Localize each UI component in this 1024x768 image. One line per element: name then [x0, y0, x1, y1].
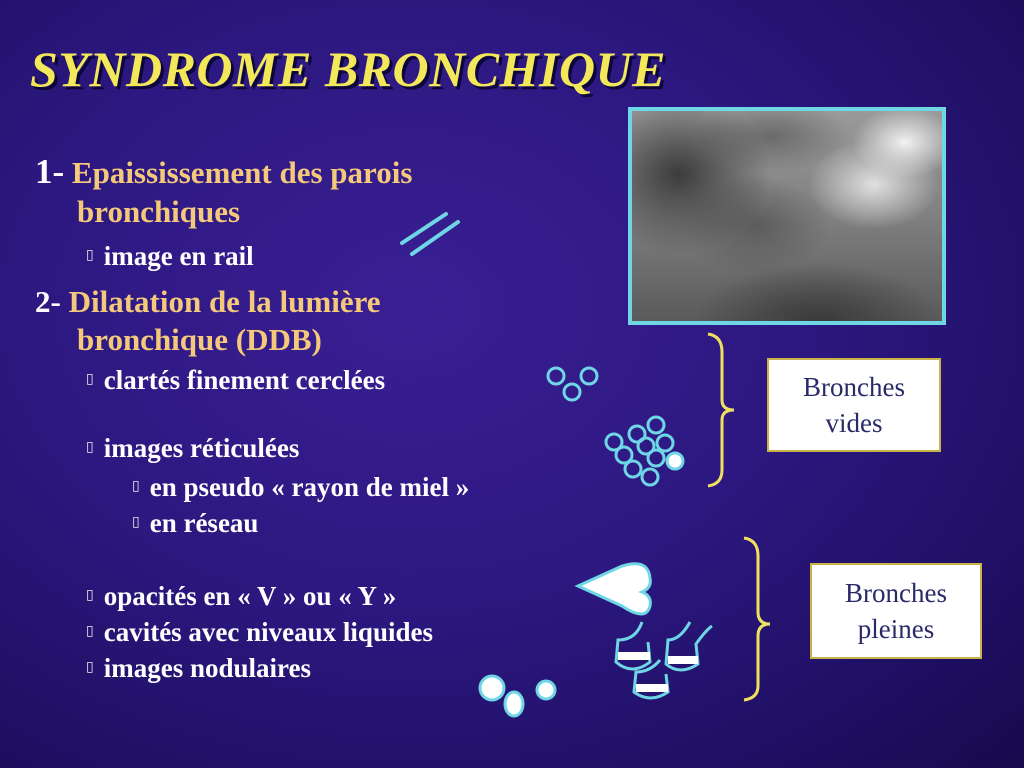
rail-lines-icon: [402, 214, 458, 254]
section-1-line2: bronchiques: [77, 194, 241, 229]
bullet-icon: ▯: [86, 660, 94, 675]
section-2-line1: Dilatation de la lumière: [68, 284, 381, 319]
brace-icon: [744, 538, 770, 700]
section-2-number: 2-: [35, 284, 61, 319]
brace-icon: [708, 334, 734, 486]
sub-bullet-en-reseau: ▯ en réseau: [132, 508, 259, 538]
ringed-clear-spaces-icon: [548, 368, 597, 400]
bullet-icon: ▯: [86, 248, 94, 263]
honeycomb-icon: [606, 417, 683, 485]
bullet-images-reticulees: ▯ images réticulées: [86, 433, 300, 463]
bullet-images-nodulaires: ▯ images nodulaires: [86, 653, 311, 683]
bullet-icon: ▯: [86, 372, 94, 387]
bullet-cavites: ▯ cavités avec niveaux liquides: [86, 617, 433, 647]
bullet-opacites: ▯ opacités en « V » ou « Y »: [86, 581, 397, 611]
nodules-icon: [480, 676, 555, 716]
section-1-number: 1-: [35, 152, 65, 191]
sub-bullet-rayon-de-miel: ▯ en pseudo « rayon de miel »: [132, 472, 470, 502]
bullet-icon: ▯: [86, 440, 94, 455]
box-line: Bronches: [803, 372, 905, 402]
bullet-icon: ▯: [132, 479, 140, 494]
slide-title: SYNDROME BRONCHIQUE: [30, 41, 667, 97]
v-shaped-opacity-icon: [578, 564, 650, 614]
bullet-icon: ▯: [132, 515, 140, 530]
box-line: vides: [825, 408, 883, 438]
section-1-line1: Epaississement des parois: [71, 155, 413, 190]
bullet-clartes: ▯ clartés finement cerclées: [86, 365, 386, 395]
bullet-image-en-rail: ▯ image en rail: [86, 241, 254, 271]
fluid-level-cavities-icon: [616, 622, 712, 698]
section-2-line2: bronchique (DDB): [77, 322, 322, 357]
box-line: pleines: [857, 614, 935, 644]
box-line: Bronches: [845, 578, 947, 608]
bullet-icon: ▯: [86, 624, 94, 639]
bullet-icon: ▯: [86, 588, 94, 603]
